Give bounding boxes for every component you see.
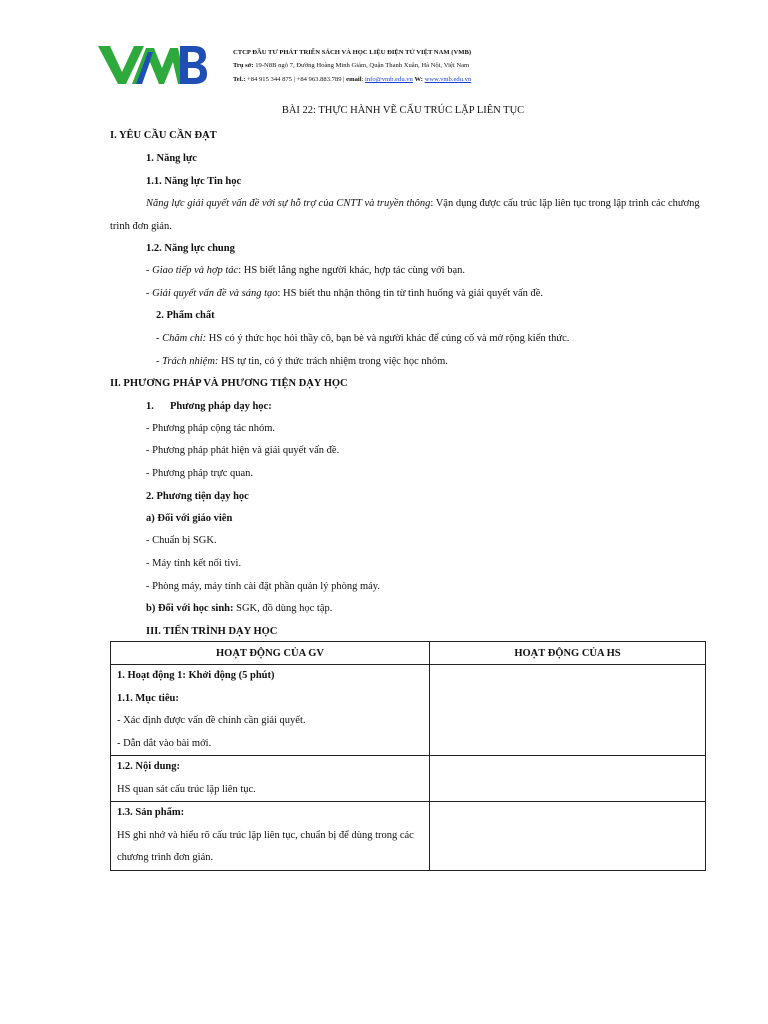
teacher-item: - Chuẩn bị SGK. [146, 535, 217, 546]
subheading-phuong-phap-num: 1. [146, 401, 154, 412]
subheading-phuong-phap: Phương pháp dạy học: [170, 401, 272, 412]
method-item: - Phương pháp phát hiện và giải quyết vấn đề. [146, 445, 340, 456]
item-italic: Trách nhiệm: [162, 356, 219, 367]
activity-table [110, 641, 706, 871]
paragraph-continuation: trình đơn giản. [110, 221, 172, 232]
doc-title: BÀI 22: THỰC HÀNH VẼ CẤU TRÚC LẶP LIÊN TỤC [281, 105, 525, 116]
item-text: HS có ý thức học hỏi thầy cô, bạn bè và người khác để củng cố và mở rộng kiến thức. [206, 333, 570, 344]
address-text: 19-N8B ngõ 7, Đường Hoàng Minh Giám, Quận Thanh Xuân, Hà Nội, Việt Nam [253, 62, 470, 69]
item-text: : HS biết thu nhận thông tin từ tình huống và giải quyết vấn đề. [277, 288, 544, 299]
table-row [111, 802, 706, 871]
column-header-gv: HOẠT ĐỘNG CỦA GV [111, 642, 430, 665]
company-name: CTCP ĐẦU TƯ PHÁT TRIỂN SÁCH VÀ HỌC LIỆU ĐIỆN TỬ VIỆT NAM (VMB) [233, 49, 472, 56]
activity-subheading: 1.3. Sản phẩm: [117, 807, 185, 818]
dash: - [156, 356, 163, 367]
tel-text: +84 915 344 875 | +84 963.883.789 | [245, 76, 347, 83]
table-cell-hs [430, 665, 706, 756]
method-item: - Phương pháp trực quan. [146, 468, 254, 479]
paragraph-text: : Vận dụng được cấu trúc lặp liên tục trong lập trình các chương [430, 198, 700, 209]
email-label: email [346, 76, 362, 83]
vmb-logo [96, 42, 208, 88]
vmb-logo-graphic [96, 42, 208, 88]
web-link[interactable]: www.vmb.edu.vn [424, 76, 472, 83]
subheading-giao-vien: a) Đối với giáo viên [146, 513, 233, 524]
teacher-item: - Phòng máy, máy tính cài đặt phần quản lý phòng máy. [146, 581, 380, 592]
subheading-nang-luc-tin-hoc: 1.1. Năng lực Tin học [146, 176, 242, 187]
email-sep: : [361, 76, 366, 83]
item-italic: Giải quyết vấn đề và sáng tạo [152, 288, 278, 299]
web-label: W: [414, 76, 423, 83]
table-cell-hs [430, 802, 706, 871]
paragraph-nang-luc-tin-hoc [146, 197, 700, 211]
item-text: HS tự tin, có ý thức trách nhiệm trong việc học nhóm. [218, 356, 448, 367]
table-cell-gv [111, 756, 430, 802]
item-italic: Giao tiếp và hợp tác [152, 265, 239, 276]
company-address [233, 62, 469, 70]
item-italic: Chăm chỉ: [162, 333, 207, 344]
subheading-nang-luc-chung: 1.2. Năng lực chung [146, 243, 235, 254]
subheading-phuong-tien: 2. Phương tiện dạy học [146, 491, 249, 502]
activity-subheading: 1.1. Mục tiêu: [117, 692, 179, 704]
activity-line: HS ghi nhớ và hiểu rõ cấu trúc lặp liên tục, chuẩn bị để dùng trong các [117, 829, 414, 841]
section-2-heading: II. PHƯƠNG PHÁP VÀ PHƯƠNG TIỆN DẠY HỌC [110, 378, 348, 389]
activity-line: chương trình đơn giản. [117, 852, 214, 863]
item-text: : HS biết lắng nghe người khác, hợp tác cùng với bạn. [238, 265, 465, 276]
method-item: - Phương pháp cộng tác nhóm. [146, 423, 276, 434]
section-3-heading: III. TIẾN TRÌNH DẠY HỌC [146, 626, 278, 637]
item-trach-nhiem [156, 355, 448, 369]
dash: - [156, 333, 163, 344]
table-row [111, 756, 706, 802]
item-giai-quyet [146, 287, 543, 301]
section-1-heading: I. YÊU CẦU CẦN ĐẠT [110, 130, 217, 141]
item-giao-tiep [146, 264, 465, 278]
tel-label: Tel.: [233, 76, 246, 83]
paragraph-italic: Năng lực giải quyết vấn đề với sự hỗ trợ của CNTT và truyền thông [146, 198, 431, 209]
email-link[interactable]: info@vmb.edu.vn [365, 76, 413, 83]
company-contact [233, 76, 471, 84]
table-cell-gv [111, 802, 430, 871]
activity-line: HS quan sát cấu trúc lặp liên tục. [117, 783, 256, 795]
teacher-item: - Máy tính kết nối tivi. [146, 558, 242, 569]
table-cell-hs [430, 756, 706, 802]
student-label: b) Đối với học sinh: [146, 603, 234, 614]
dash: - [146, 265, 153, 276]
table-cell-gv [111, 665, 430, 756]
column-header-hs: HOẠT ĐỘNG CỦA HS [430, 642, 706, 665]
address-label: Trụ sở: [233, 62, 254, 69]
table-header-row [111, 642, 706, 665]
subheading-pham-chat: 2. Phẩm chất [156, 310, 215, 321]
dash: - [146, 288, 153, 299]
subheading-nang-luc: 1. Năng lực [146, 153, 197, 164]
activity-subheading: 1.2. Nội dung: [117, 761, 181, 772]
activity-line: - Dẫn dắt vào bài mới. [117, 737, 212, 749]
table-row [111, 665, 706, 756]
activity-line: - Xác định được vấn đề chính cần giải quyết. [117, 715, 306, 726]
item-cham-chi [156, 332, 569, 346]
student-item [146, 602, 332, 616]
activity-title: 1. Hoạt động 1: Khởi động (5 phút) [117, 670, 275, 681]
student-text: SGK, đồ dùng học tập. [233, 603, 333, 614]
